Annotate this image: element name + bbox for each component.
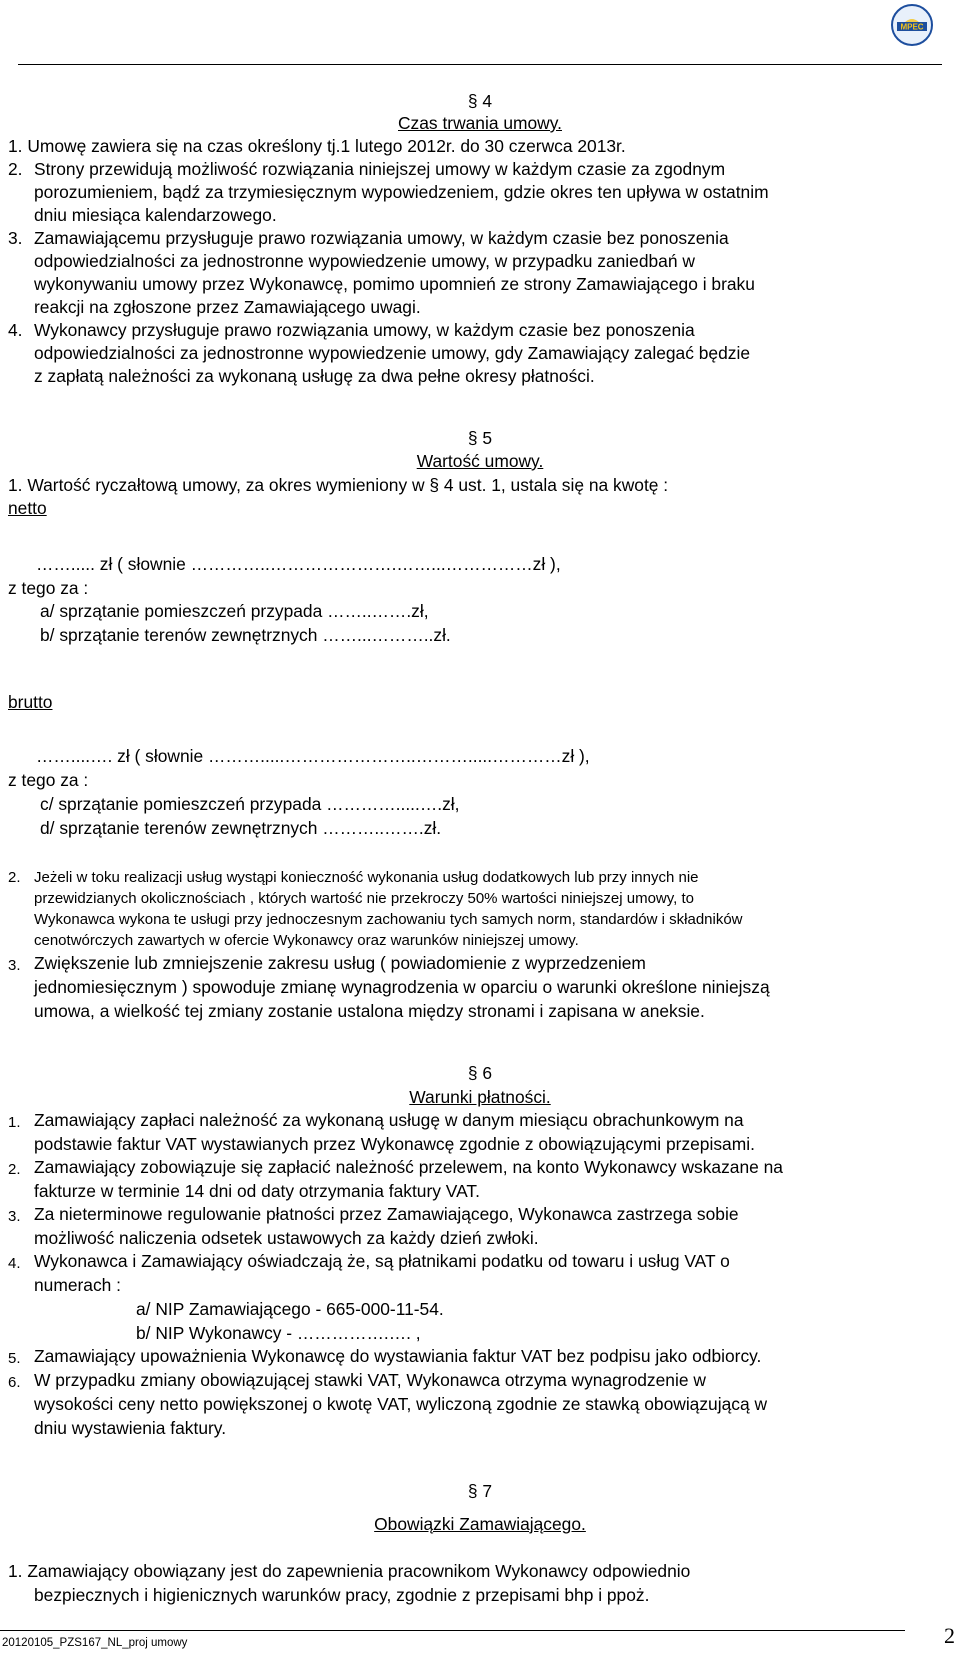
netto-amount-line: ……..... zł ( słownie …………..………………….……...……………zł ), <box>36 554 561 574</box>
s7-paragraph-1: 1. Zamawiający obowiązany jest do zapewnienia pracownikom Wykonawcy odpowiednio <box>8 1561 691 1581</box>
brutto-amount-line: ……....…. zł ( słownie ……….....…………………..……….....…………zł ), <box>36 746 590 766</box>
s4-p2-num: 2. <box>8 159 23 179</box>
section-4-title: Czas trwania umowy. <box>398 113 562 133</box>
s6-p3-line: możliwość naliczenia odsetek ustawowych za każdy dzień zwłoki. <box>34 1228 539 1248</box>
s7-p1-line: bezpiecznych i higienicznych warunków pracy, zgodnie z przepisami bhp i ppoż. <box>34 1585 650 1605</box>
section-7-symbol: § 7 <box>467 1481 493 1501</box>
z-tego-label: z tego za : <box>8 578 89 598</box>
s4-p3-num: 3. <box>8 228 23 248</box>
s6-p4-num: 4. <box>8 1255 21 1272</box>
s4-p2-line: dniu miesiąca kalendarzowego. <box>34 205 277 225</box>
s6-p1-line: podstawie faktur VAT wystawianych przez Wykonawcę zgodnie z obowiązującymi przepisami. <box>34 1134 755 1154</box>
logo-text: MPEC <box>900 22 924 32</box>
section-6-symbol: § 6 <box>467 1063 493 1083</box>
s5-p3-line: umowa, a wielkość tej zmiany zostanie ustalona między stronami i zapisana w aneksie. <box>34 1001 705 1021</box>
s4-p4-line: odpowiedzialności za jednostronne wypowiedzenie umowy, gdy Zamawiający zalegać będzie <box>34 343 750 363</box>
brutto-item-c: c/ sprzątanie pomieszczeń przypada ………….....….zł, <box>40 794 460 814</box>
brutto-label: brutto <box>8 692 53 712</box>
s6-p1-line: Zamawiający zapłaci należność za wykonaną usługę w danym miesiącu obrachunkowym na <box>34 1110 744 1130</box>
netto-item-a: a/ sprzątanie pomieszczeń przypada ……..…….zł, <box>40 601 429 621</box>
footer-doc-id: 20120105_PZS167_NL_proj umowy <box>2 1637 188 1649</box>
s6-p3-line: Za nieterminowe regulowanie płatności przez Zamawiającego, Wykonawca zastrzega sobie <box>34 1204 739 1224</box>
page-number: 2 <box>944 1623 955 1648</box>
s5-p2-num: 2. <box>8 869 21 886</box>
s5-p2-line: cenotwórczych zawartych w ofercie Wykonawcy oraz warunków niniejszej umowy. <box>34 932 579 949</box>
s6-p5-line: Zamawiający upoważnienia Wykonawcę do wystawiania faktur VAT bez podpisu jako odbiorcy. <box>34 1346 762 1366</box>
nip-zamawiajacego: a/ NIP Zamawiającego - 665-000-11-54. <box>136 1299 444 1319</box>
section-6-title: Warunki płatności. <box>409 1087 551 1107</box>
brutto-item-d: d/ sprzątanie terenów zewnętrznych ………..…….zł. <box>40 818 442 838</box>
s5-paragraph-1: 1. Wartość ryczałtową umowy, za okres wymieniony w § 4 ust. 1, ustala się na kwotę : <box>8 475 669 495</box>
s4-p3-line: wykonywaniu umowy przez Wykonawcę, pomimo upomnień ze strony Zamawiającego i braku <box>34 274 755 294</box>
s4-p4-num: 4. <box>8 320 23 340</box>
s6-p4-line: Wykonawca i Zamawiający oświadczają że, są płatnikami podatku od towaru i usług VAT o <box>34 1251 730 1271</box>
s6-p3-num: 3. <box>8 1208 21 1225</box>
s6-p6-num: 6. <box>8 1374 21 1391</box>
s4-p3-line: reakcji na zgłoszone przez Zamawiającego uwagi. <box>34 297 421 317</box>
section-7-title: Obowiązki Zamawiającego. <box>374 1514 586 1534</box>
s4-p4-line: Wykonawcy przysługuje prawo rozwiązania umowy, w każdym czasie bez ponoszenia <box>34 320 695 340</box>
s4-p4-line: z zapłatą należności za wykonaną usługę za dwa pełne okresy płatności. <box>34 366 595 386</box>
s5-p3-line: Zwiększenie lub zmniejszenie zakresu usług ( powiadomienie z wyprzedzeniem <box>34 953 646 973</box>
s6-p1-num: 1. <box>8 1114 21 1131</box>
s6-p2-line: Zamawiający zobowiązuje się zapłacić należność przelewem, na konto Wykonawcy wskazane na <box>34 1157 783 1177</box>
netto-label: netto <box>8 498 47 518</box>
s6-p5-num: 5. <box>8 1350 21 1367</box>
section-5-symbol: § 5 <box>467 428 493 448</box>
s4-p3-line: odpowiedzialności za jednostronne wypowiedzenie umowy, w przypadku zaniedbań w <box>34 251 695 271</box>
s4-p3-line: Zamawiającemu przysługuje prawo rozwiązania umowy, w każdym czasie bez ponoszenia <box>34 228 729 248</box>
s5-p2-line: Jeżeli w toku realizacji usług wystąpi konieczność wykonania usług dodatkowych lub przy innych nie <box>34 869 699 886</box>
company-logo <box>889 2 935 48</box>
s5-p2-line: przewidzianych okolicznościach , których wartość nie przekroczy 50% wartości niniejszej umowy, to <box>34 890 694 907</box>
s6-p6-line: W przypadku zmiany obowiązującej stawki VAT, Wykonawca otrzyma wynagrodzenie w <box>34 1370 706 1390</box>
s6-p6-line: wysokości ceny netto powiększonej o kwotę VAT, wyliczoną zgodnie ze stawką obowiązującą w <box>34 1394 768 1414</box>
section-4-symbol: § 4 <box>467 91 493 111</box>
s5-p3-num: 3. <box>8 957 21 974</box>
s5-p3-line: jednomiesięcznym ) spowoduje zmianę wynagrodzenia w oparciu o warunki określone niniejszą <box>34 977 770 997</box>
s6-p6-line: dniu wystawienia faktury. <box>34 1418 227 1438</box>
s4-p2-line: porozumieniem, bądź za trzymiesięcznym wypowiedzeniem, gdzie okres ten upływa w ostatnim <box>34 182 769 202</box>
header-divider <box>18 64 942 65</box>
s6-p4-line: numerach : <box>34 1275 121 1295</box>
netto-item-b: b/ sprzątanie terenów zewnętrznych ……...………..zł. <box>40 625 451 645</box>
footer-divider <box>0 1630 905 1631</box>
nip-wykonawcy: b/ NIP Wykonawcy - …………….…. , <box>136 1323 421 1343</box>
section-5-title: Wartość umowy. <box>416 451 544 471</box>
z-tego-label: z tego za : <box>8 770 89 790</box>
s5-p2-line: Wykonawca wykona te usługi przy jednoczesnym zachowaniu tych samych norm, standardów i składników <box>34 911 743 928</box>
s4-paragraph-1: 1. Umowę zawiera się na czas określony tj.1 lutego 2012r. do 30 czerwca 2013r. <box>8 136 626 156</box>
s6-p2-line: fakturze w terminie 14 dni od daty otrzymania faktury VAT. <box>34 1181 480 1201</box>
s6-p2-num: 2. <box>8 1161 21 1178</box>
s4-p2-line: Strony przewidują możliwość rozwiązania niniejszej umowy w każdym czasie za zgodnym <box>34 159 726 179</box>
